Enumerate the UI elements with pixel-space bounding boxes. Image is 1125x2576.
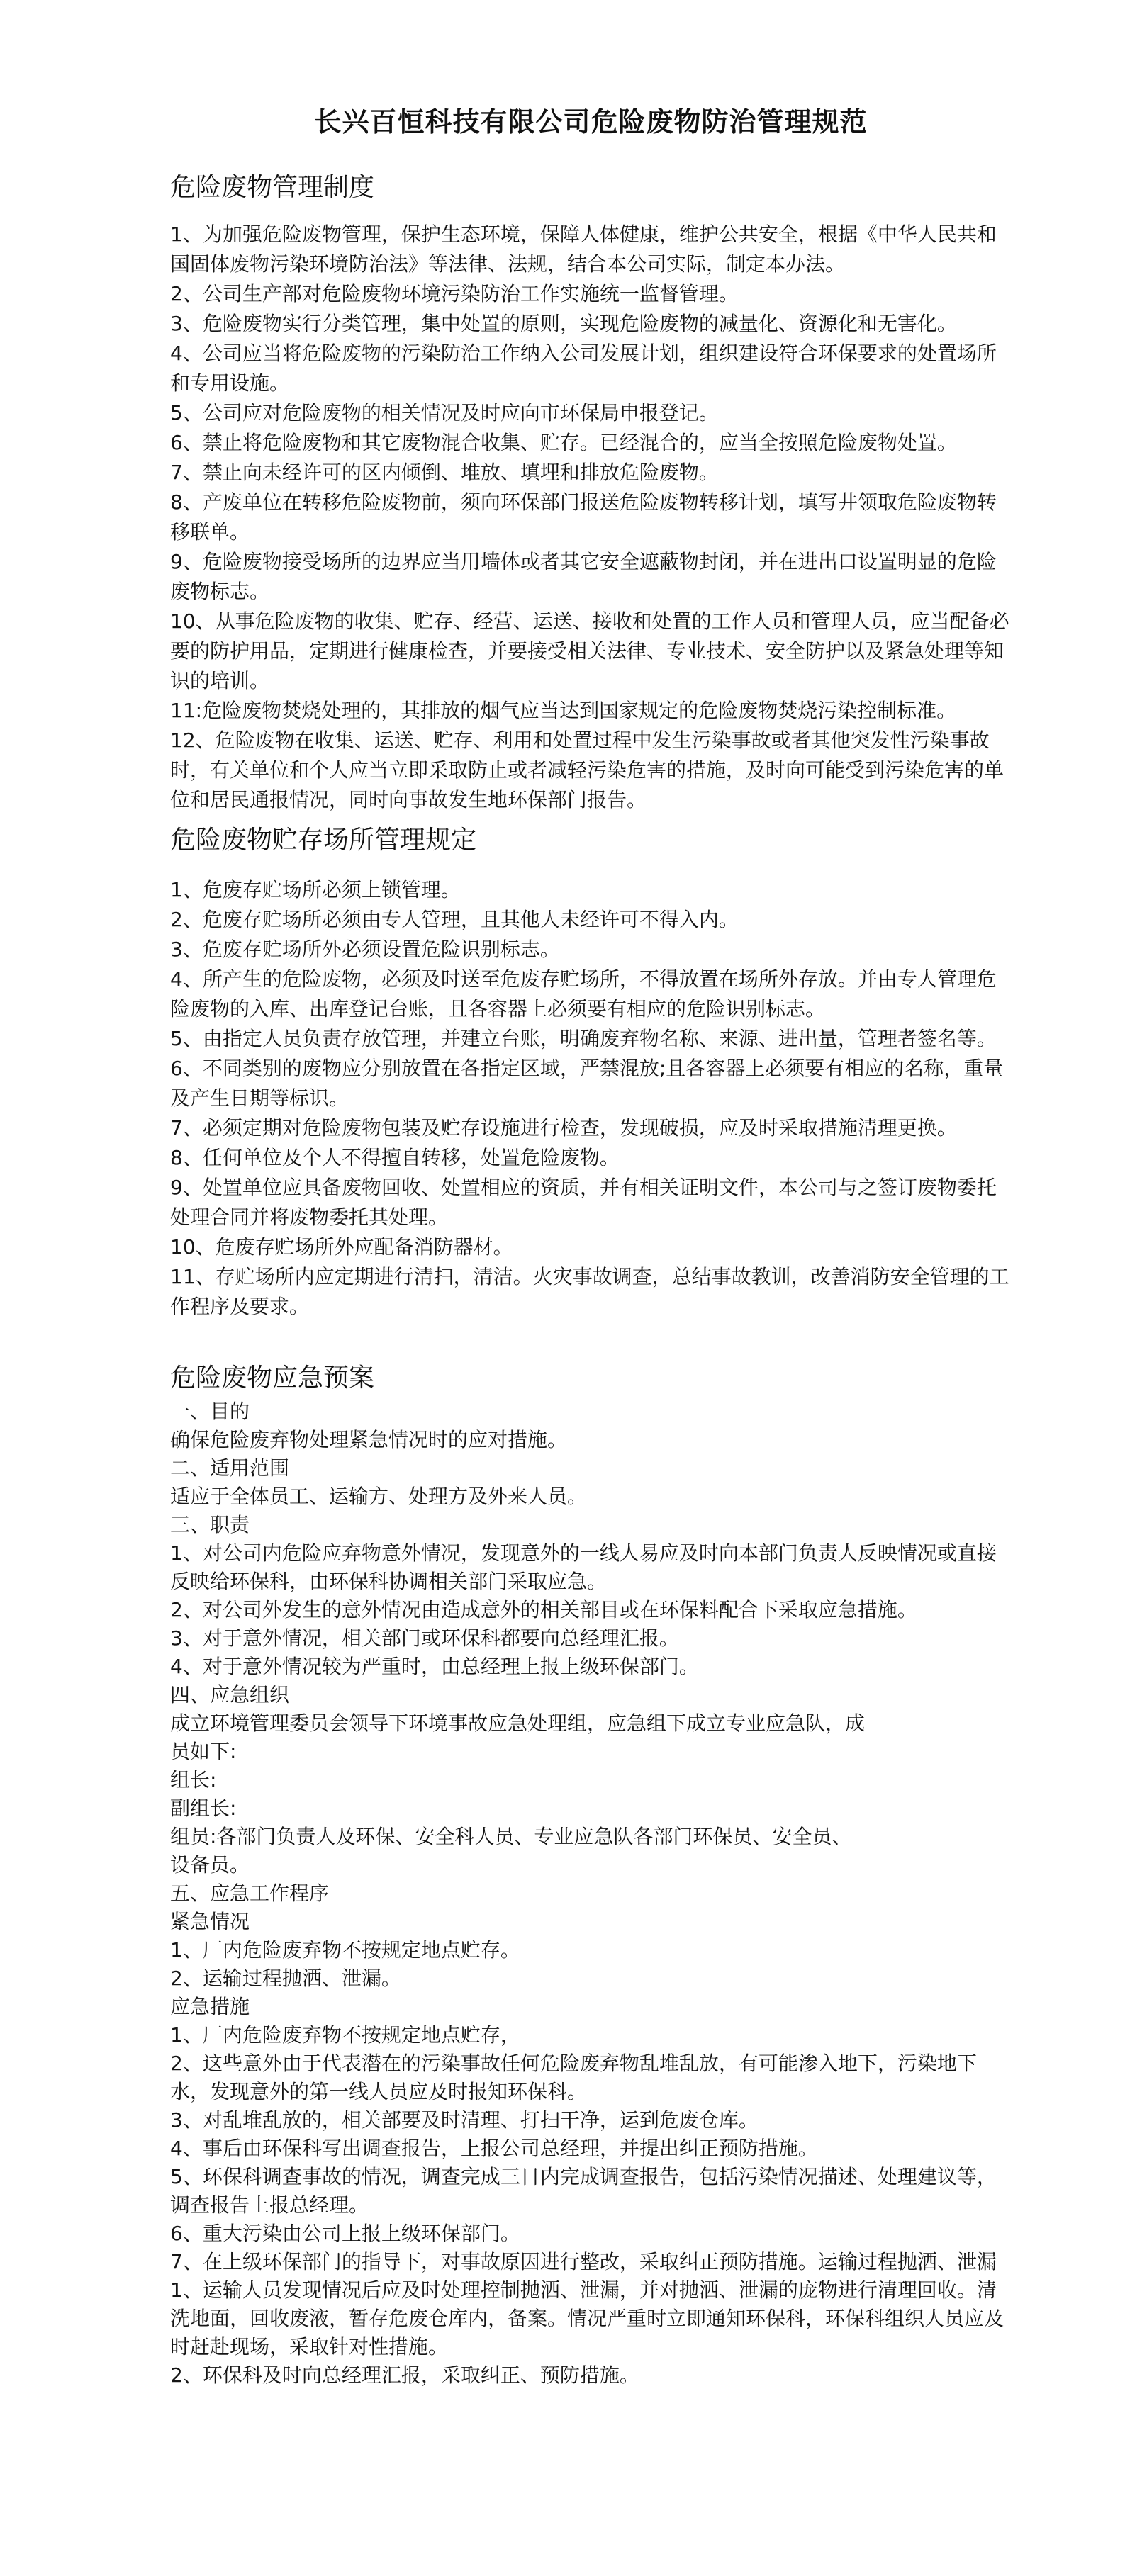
section-heading: 危险废物管理制度 bbox=[170, 173, 375, 203]
section-body bbox=[170, 875, 1014, 1322]
paragraph: 紧急情况 bbox=[170, 1910, 250, 1934]
paragraph: 一、目的 bbox=[170, 1400, 250, 1424]
paragraph: 4、所产生的危险废物，必须及时送至危废存贮场所，不得放置在场所外存放。并由专人管理危险废物的入库、出库登记台账，且各容器上必须要有相应的危险识别标志。 bbox=[170, 967, 997, 1021]
paragraph: 11、存贮场所内应定期进行清扫，清洁。火灾事故调查，总结事故教训，改善消防安全管理的工作程序及要求。 bbox=[170, 1265, 1009, 1319]
paragraph: 1、为加强危险废物管理，保护生态环境，保障人体健康，维护公共安全，根据《中华人民共和国固体废物污染环境防治法》等法律、法规，结合本公司实际，制定本办法。 bbox=[170, 223, 997, 276]
paragraph: 组长: bbox=[170, 1768, 217, 1792]
section-body bbox=[170, 220, 1014, 815]
paragraph: 3、危废存贮场所外必须设置危险识别标志。 bbox=[170, 938, 560, 962]
paragraph: 2、危废存贮场所必须由专人管理，且其他人未经许可不得入内。 bbox=[170, 908, 739, 932]
paragraph: 5、环保科调查事故的情况，调查完成三日内完成调查报告，包括污染情况描述、处理建议等，调查报告上报总经理。 bbox=[170, 2165, 997, 2217]
paragraph: 3、对于意外情况，相关部门或环保科都要向总经理汇报。 bbox=[170, 1626, 679, 1650]
paragraph: 成立环境管理委员会领导下环境事故应急处理组，应急组下成立专业应急队，成 bbox=[170, 1711, 866, 1736]
paragraph: 5、公司应对危险废物的相关情况及时应向市环保局申报登记。 bbox=[170, 401, 719, 425]
paragraph: 7、禁止向未经许可的区内倾倒、堆放、填埋和排放危险废物。 bbox=[170, 461, 719, 485]
paragraph: 1、运输人员发现情况后应及时处理控制抛洒、泄漏，并对抛洒、泄漏的庞物进行清理回收。清洗地面，回收废液，暂存危废仓库内，备案。情况严重时立即通知环保科，环保科组织人员应及时赶赴现场，采取针对性措施。 bbox=[170, 2278, 1004, 2359]
paragraph: 4、事后由环保科写出调查报告，上报公司总经理，并提出纠正预防措施。 bbox=[170, 2137, 818, 2161]
paragraph: 10、危废存贮场所外应配备消防器材。 bbox=[170, 1235, 513, 1259]
paragraph: 组员:各部门负责人及环保、安全科人员、专业应急队各部门环保员、安全员、 bbox=[170, 1825, 852, 1849]
paragraph: 适应于全体员工、运输方、处理方及外来人员。 bbox=[170, 1485, 588, 1509]
paragraph: 2、公司生产部对危险废物环境污染防治工作实施统一监督管理。 bbox=[170, 282, 739, 306]
paragraph: 2、这些意外由于代表潜在的污染事故任何危险废弃物乱堆乱放，有可能渗入地下，污染地下水，发现意外的第一线人员应及时报知环保科。 bbox=[170, 2052, 977, 2104]
paragraph: 1、对公司内危险应弃物意外情况，发现意外的一线人易应及时向本部门负责人反映情况或直接反映给环保科，由环保科协调相关部门采取应急。 bbox=[170, 1541, 997, 1594]
paragraph: 2、运输过程抛洒、泄漏。 bbox=[170, 1967, 401, 1991]
paragraph: 1、危废存贮场所必须上锁管理。 bbox=[170, 878, 461, 902]
paragraph: 应急措施 bbox=[170, 1995, 250, 2019]
section-storage-site-rules bbox=[170, 823, 1012, 1322]
paragraph: 7、在上级环保部门的指导下，对事故原因进行整改，采取纠正预防措施。运输过程抛洒、泄漏 bbox=[170, 2250, 997, 2274]
section-emergency-plan bbox=[170, 1361, 1012, 2390]
paragraph: 2、环保科及时向总经理汇报，采取纠正、预防措施。 bbox=[170, 2363, 639, 2387]
paragraph: 6、不同类别的废物应分别放置在各指定区域，严禁混放;且各容器上必须要有相应的名称，重量及产生日期等标识。 bbox=[170, 1057, 1004, 1110]
paragraph: 确保危险废弃物处理紧急情况时的应对措施。 bbox=[170, 1428, 568, 1452]
paragraph: 副组长: bbox=[170, 1796, 237, 1821]
paragraph: 4、公司应当将危险废物的污染防治工作纳入公司发展计划，组织建设符合环保要求的处置场所和专用设施。 bbox=[170, 342, 997, 395]
paragraph: 3、对乱堆乱放的，相关部要及时清理、打扫干净，运到危废仓库。 bbox=[170, 2108, 759, 2132]
document-title-text: 长兴百恒科技有限公司危险废物防治管理规范 bbox=[314, 106, 868, 137]
paragraph: 五、应急工作程序 bbox=[170, 1882, 330, 1906]
paragraph: 员如下: bbox=[170, 1740, 237, 1764]
paragraph: 8、任何单位及个人不得擅自转移，处置危险废物。 bbox=[170, 1146, 620, 1170]
paragraph: 三、职责 bbox=[170, 1513, 250, 1537]
paragraph: 二、适用范围 bbox=[170, 1456, 290, 1480]
paragraph: 四、应急组织 bbox=[170, 1683, 290, 1707]
paragraph: 5、由指定人员负责存放管理，并建立台账，明确废弃物名称、来源、进出量，管理者签名等。 bbox=[170, 1027, 997, 1051]
paragraph: 6、重大污染由公司上报上级环保部门。 bbox=[170, 2222, 520, 2246]
paragraph: 9、处置单位应具备废物回收、处置相应的资质，并有相关证明文件，本公司与之签订废物委托处理合同并将废物委托其处理。 bbox=[170, 1176, 997, 1230]
paragraph: 4、对于意外情况较为严重时，由总经理上报上级环保部门。 bbox=[170, 1655, 699, 1679]
paragraph: 3、危险废物实行分类管理，集中处置的原则，实现危险废物的减量化、资源化和无害化。 bbox=[170, 312, 957, 336]
paragraph: 12、危险废物在收集、运送、贮存、利用和处置过程中发生污染事故或者其他突发性污染事故时，有关单位和个人应当立即采取防止或者减轻污染危害的措施，及时向可能受到污染危害的单位和居民通报情况，同时向事故发生地环保部门报告。 bbox=[170, 729, 1004, 812]
paragraph: 9、危险废物接受场所的边界应当用墙体或者其它安全遮蔽物封闭，并在进出口设置明显的危险废物标志。 bbox=[170, 550, 997, 604]
section-heading: 危险废物贮存场所管理规定 bbox=[170, 826, 477, 855]
paragraph: 2、对公司外发生的意外情况由造成意外的相关部目或在环保料配合下采取应急措施。 bbox=[170, 1598, 917, 1622]
paragraph: 11:危险废物焚烧处理的，其排放的烟气应当达到国家规定的危险废物焚烧污染控制标准。 bbox=[170, 699, 957, 723]
paragraph: 7、必须定期对危险废物包装及贮存设施进行检查，发现破损，应及时采取措施清理更换。 bbox=[170, 1116, 957, 1140]
document-title bbox=[170, 105, 1012, 140]
paragraph: 8、产废单位在转移危险废物前，须向环保部门报送危险废物转移计划，填写井领取危险废物转移联单。 bbox=[170, 490, 997, 544]
section-waste-management-system bbox=[170, 171, 1012, 815]
section-heading: 危险废物应急预案 bbox=[170, 1363, 375, 1393]
paragraph: 1、厂内危险废弃物不按规定地点贮存。 bbox=[170, 1938, 520, 1962]
paragraph: 10、从事危险废物的收集、贮存、经营、运送、接收和处置的工作人员和管理人员，应当配备必要的防护用品，定期进行健康检查，并要接受相关法律、专业技术、安全防护以及紧急处理等知识的培训。 bbox=[170, 609, 1009, 693]
paragraph: 设备员。 bbox=[170, 1853, 250, 1877]
paragraph: 1、厂内危险废弃物不按规定地点贮存， bbox=[170, 2023, 520, 2047]
section-body bbox=[170, 1397, 1014, 2390]
paragraph: 6、禁止将危险废物和其它废物混合收集、贮存。已经混合的，应当全按照危险废物处置。 bbox=[170, 431, 957, 455]
